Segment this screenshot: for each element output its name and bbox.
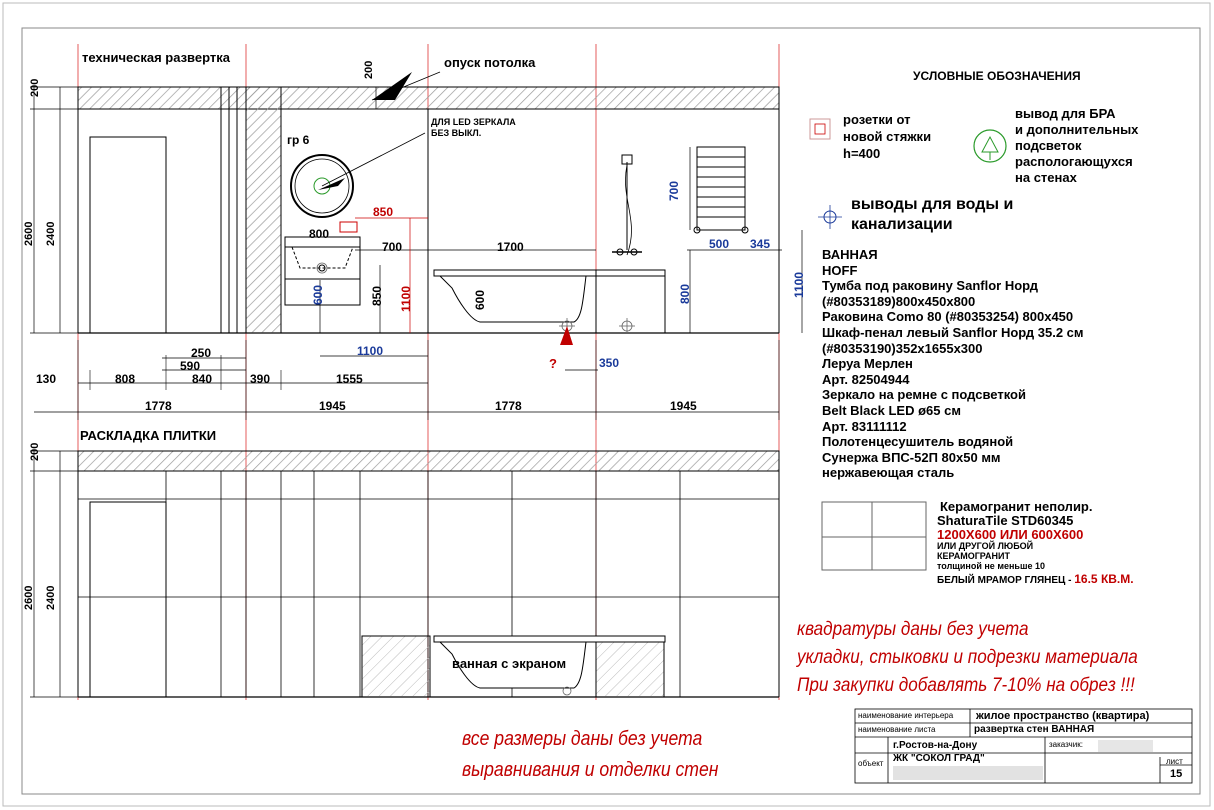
stamp-sheet-value: развертка стен ВАННАЯ [974,724,1095,735]
dim-800-blue: 800 [678,283,692,304]
spec-line: ВАННАЯ [822,247,878,262]
dim-700: 700 [382,240,403,254]
dim-1945-b: 1945 [670,399,697,413]
spec-line: (#80353189)800х450х800 [822,293,976,309]
dim-2400-top: 2400 [45,221,57,246]
stamp-object-line2: ЖК "СОКОЛ ГРАД" [893,753,985,764]
title-technical-sweep: техническая развертка [82,50,230,65]
dim-808: 808 [115,372,136,386]
dim-1100-blue: 1100 [357,344,384,358]
tile-note-line1: ИЛИ ДРУГОЙ ЛЮБОЙ [937,541,1034,551]
spec-line: Леруа Мерлен [822,356,913,372]
dim-590: 590 [180,359,201,373]
dim-2400-bottom: 2400 [45,585,57,610]
socket-icon [810,119,830,139]
stamp-object-line1: г.Ростов-на-Дону [893,740,978,751]
dim-700-blue: 700 [667,180,681,201]
dim-200-ceiling: 200 [363,60,375,79]
tile-size: 1200Х600 ИЛИ 600Х600 [937,527,1084,542]
title-tile-layout: РАСКЛАДКА ПЛИТКИ [80,428,217,443]
led-note-line2: БЕЗ ВЫКЛ. [431,128,482,138]
tile-marble-label: БЕЛЫЙ МРАМОР ГЛЯНЕЦ - [937,575,1075,586]
dim-1700: 1700 [497,240,524,254]
spec-line: Сунержа ВПС-52П 80х50 мм [822,449,1001,465]
spec-line: Зеркало на ремне с подсветкой [822,387,1026,403]
legend-socket-line2: новой стяжки [843,129,932,144]
dim-500-blue: 500 [709,237,730,251]
spec-line: Раковина Como 80 (#80353254) 800х450 [822,309,1074,325]
legend-water-line1: выводы для воды и [851,196,1014,213]
note-quadrature-line3: При закупки добавлять 7-10% на обрез !!! [797,675,1135,696]
stamp-list-value: 15 [1170,768,1183,780]
dim-130: 130 [36,372,57,386]
door-outline-top [90,137,166,333]
tile-marble-area: 16.5 КВ.М. [1074,572,1134,586]
legend-header: УСЛОВНЫЕ ОБОЗНАЧЕНИЯ [913,69,1081,83]
stamp-sheet-label: наименование листа [858,725,936,734]
spec-line: HOFF [822,262,858,278]
dim-1778-a: 1778 [145,399,172,413]
top-elevation [78,87,779,334]
stamp-object-label: объект [858,759,884,768]
dim-250: 250 [191,346,212,360]
legend-lamp-line3: подсветок [1015,138,1082,153]
note-quadrature-line1: квадратуры даны без учета [797,619,1029,640]
spec-line: Тумба под раковину Sanflor Норд [822,278,1039,294]
note-alignment-line2: выравнивания и отделки стен [462,759,719,781]
dim-1778-b: 1778 [495,399,522,413]
dimension-lines-bottom [30,451,78,697]
title-ceiling-drop: опуск потолка [444,55,536,70]
socket-mirror [340,222,357,232]
stamp-interior-label: наименование интерьера [858,711,954,720]
tile-note-line3: толщиной не меньше 10 [937,561,1045,571]
dim-200-bottom: 200 [29,442,41,461]
dim-600-bath: 600 [473,289,487,310]
legend-water-line2: канализации [851,216,953,233]
legend-lamp-line2: и дополнительных [1015,122,1139,137]
dim-850-red: 850 [373,205,394,219]
tile-name-line1: Керамогранит неполир. [940,499,1093,514]
stamp-interior-value: жилое пространство (квартира) [976,710,1150,722]
tile-note-line2: КЕРАМОГРАНИТ [937,551,1010,561]
note-alignment-line1: все размеры даны без учета [462,728,703,750]
note-quadrature-line2: укладки, стыковки и подрезки материала [797,647,1138,668]
spec-line: Арт. 83111112 [822,418,907,434]
legend-lamp-line4: распологающухся [1015,154,1133,169]
legend-lamp-line1: вывод для БРА [1015,106,1116,121]
ceiling-band-top [78,87,779,109]
dim-2600-bottom: 2600 [23,585,35,610]
legend-lamp-line5: на стенах [1015,170,1077,185]
dimension-lines-top [30,87,802,412]
dim-850-vert: 850 [370,285,384,306]
legend-socket-line3: h=400 [843,146,881,161]
dim-200-left: 200 [29,78,41,97]
spec-list [822,247,1084,481]
led-note-line1: ДЛЯ LED ЗЕРКАЛА [431,117,516,127]
tile-marble [937,573,1134,586]
spec-line: Полотенцесушитель водяной [822,434,1014,450]
dim-1100-red: 1100 [399,285,413,312]
wall-pillar [246,87,281,333]
door-outline-bottom [90,502,166,697]
question-mark: ? [549,356,557,371]
stamp-customer-label: заказчик: [1049,740,1083,749]
dim-600-blue: 600 [311,284,325,305]
ceiling-band-bottom [78,451,779,471]
dim-1945-a: 1945 [319,399,346,413]
spec-line: Арт. 82504944 [822,371,910,387]
spec-line: Belt Black LED ø65 см [822,402,961,418]
dim-350-blue: 350 [599,356,620,370]
towel-dryer [697,147,745,230]
dim-345-blue: 345 [750,237,771,251]
spec-line: (#80353190)352х1655х300 [822,340,983,356]
dim-840: 840 [192,372,213,386]
bath-screen-label: ванная с экраном [452,656,567,671]
tile-name-line2: ShaturaTile STD60345 [937,513,1074,528]
stamp-list-label: лист [1166,757,1183,766]
dim-800: 800 [309,227,330,241]
dim-1555: 1555 [336,372,363,386]
group-label: гр 6 [287,133,310,147]
bottom-elevation [78,451,779,697]
spec-line: нержавеющая сталь [822,465,955,481]
tile-swatch [822,502,926,570]
dim-1100-right: 1100 [792,271,806,298]
dim-2600-top: 2600 [23,221,35,246]
bathtub-top [434,270,665,322]
legend-socket-line1: розетки от [843,112,911,127]
dim-390: 390 [250,372,271,386]
spec-line: Шкаф-пенал левый Sanflor Норд 35.2 см [822,324,1084,340]
